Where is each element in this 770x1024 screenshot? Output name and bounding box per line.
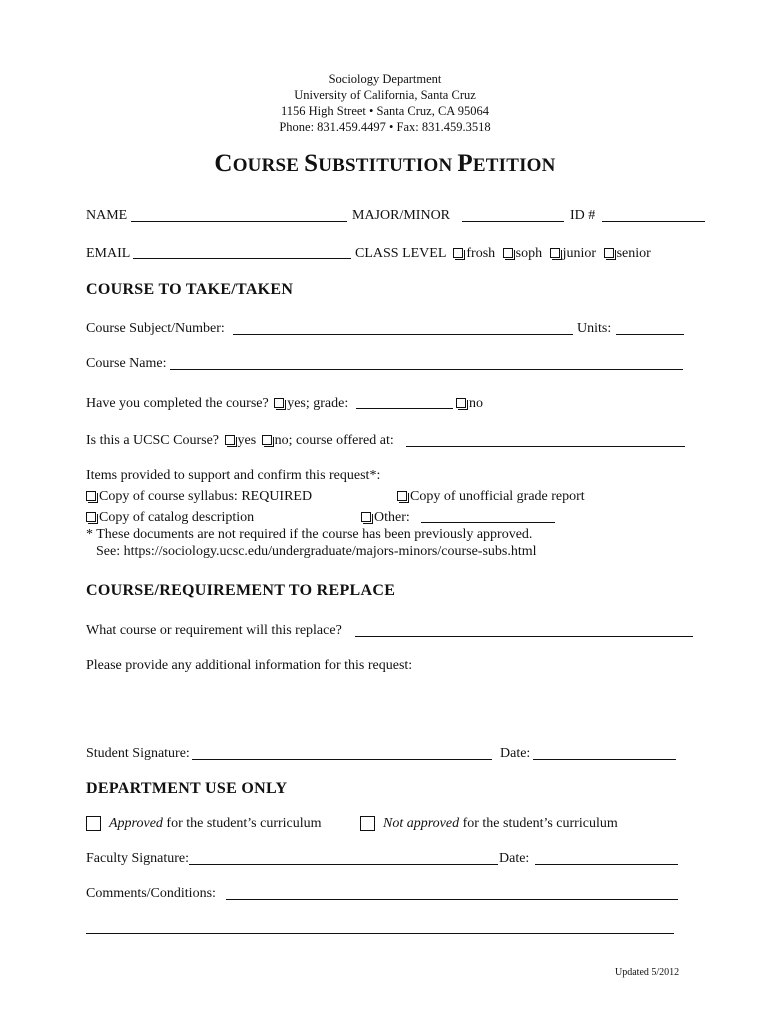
- not-approved-checkbox[interactable]: [360, 816, 375, 831]
- other-field[interactable]: [421, 522, 555, 523]
- units-field[interactable]: [616, 334, 684, 335]
- student-date-label: Date:: [500, 746, 531, 761]
- dept-name: Sociology Department: [328, 72, 442, 86]
- completed-yes-checkbox[interactable]: [274, 398, 284, 408]
- email-field[interactable]: [133, 258, 351, 259]
- ucsc-question: Is this a UCSC Course? yes no; course offered at:: [86, 433, 394, 448]
- university-name: University of California, Santa Cruz: [294, 88, 476, 102]
- email-label: EMAIL: [86, 246, 131, 261]
- catalog-checkbox[interactable]: [86, 512, 96, 522]
- section-heading-take: COURSE TO TAKE/TAKEN: [86, 281, 294, 298]
- comments-field-line-2[interactable]: [86, 933, 674, 934]
- senior-label: senior: [616, 246, 651, 261]
- section-heading-dept: DEPARTMENT USE ONLY: [86, 780, 288, 797]
- name-label: NAME: [86, 208, 128, 223]
- junior-checkbox[interactable]: [550, 248, 560, 258]
- syllabus-checkbox[interactable]: [86, 491, 96, 501]
- not-approved-label: Not approved for the student’s curriculum: [383, 816, 618, 831]
- name-field[interactable]: [131, 221, 347, 222]
- frosh-checkbox[interactable]: [453, 248, 463, 258]
- soph-label: soph: [515, 246, 543, 261]
- class-level-label: CLASS LEVEL: [355, 246, 446, 261]
- comments-field[interactable]: [226, 899, 678, 900]
- faculty-signature-label: Faculty Signature:: [86, 851, 190, 866]
- item-syllabus: Copy of course syllabus: REQUIRED: [86, 488, 312, 506]
- item-catalog: Copy of catalog description: [86, 509, 254, 527]
- faculty-signature-field[interactable]: [189, 864, 498, 865]
- note-line-2: See: https://sociology.ucsc.edu/undergraduate/majors-minors/course-subs.html: [96, 544, 537, 559]
- ucsc-no-checkbox[interactable]: [262, 435, 272, 445]
- replace-question: What course or requirement will this replace?: [86, 623, 342, 638]
- senior-checkbox[interactable]: [604, 248, 614, 258]
- page-title: COURSE SUBSTITUTION PETITION: [214, 150, 556, 177]
- faculty-date-label: Date:: [499, 851, 530, 866]
- phone-fax: Phone: 831.459.4497 • Fax: 831.459.3518: [279, 120, 491, 134]
- completed-no-checkbox[interactable]: [456, 398, 466, 408]
- major-label: MAJOR/MINOR: [352, 208, 451, 223]
- faculty-date-field[interactable]: [535, 864, 678, 865]
- class-level-group: [355, 245, 651, 263]
- note-line-1: * These documents are not required if the course has been previously approved.: [86, 527, 533, 542]
- student-signature-label: Student Signature:: [86, 746, 190, 761]
- completed-question: Have you completed the course? yes; grade:: [86, 396, 349, 411]
- item-other: Other:: [361, 509, 410, 527]
- approved-checkbox[interactable]: [86, 816, 101, 831]
- units-label: Units:: [577, 321, 612, 336]
- updated-note: Updated 5/2012: [615, 967, 680, 978]
- completed-no: no: [456, 395, 483, 413]
- approved-label: Approved for the student’s curriculum: [109, 816, 322, 831]
- item-grade-report: Copy of unofficial grade report: [397, 488, 585, 506]
- comments-label: Comments/Conditions:: [86, 886, 216, 901]
- other-checkbox[interactable]: [361, 512, 371, 522]
- soph-checkbox[interactable]: [503, 248, 513, 258]
- course-name-label: Course Name:: [86, 356, 167, 371]
- student-signature-field[interactable]: [192, 759, 492, 760]
- student-date-field[interactable]: [533, 759, 676, 760]
- major-field[interactable]: [462, 221, 564, 222]
- course-name-field[interactable]: [170, 369, 683, 370]
- grade-field[interactable]: [356, 408, 453, 409]
- junior-label: junior: [562, 246, 597, 261]
- additional-info-label: Please provide any additional information for this request:: [86, 658, 413, 673]
- id-field[interactable]: [602, 221, 705, 222]
- items-intro: Items provided to support and confirm this request*:: [86, 468, 381, 483]
- replace-field[interactable]: [355, 636, 693, 637]
- grade-report-checkbox[interactable]: [397, 491, 407, 501]
- frosh-label: frosh: [466, 246, 496, 261]
- ucsc-yes-checkbox[interactable]: [225, 435, 235, 445]
- subject-field[interactable]: [233, 334, 573, 335]
- address: 1156 High Street • Santa Cruz, CA 95064: [280, 104, 490, 118]
- offered-at-field[interactable]: [406, 446, 685, 447]
- subject-label: Course Subject/Number:: [86, 321, 225, 336]
- section-heading-replace: COURSE/REQUIREMENT TO REPLACE: [86, 582, 396, 599]
- id-label: ID #: [570, 208, 596, 223]
